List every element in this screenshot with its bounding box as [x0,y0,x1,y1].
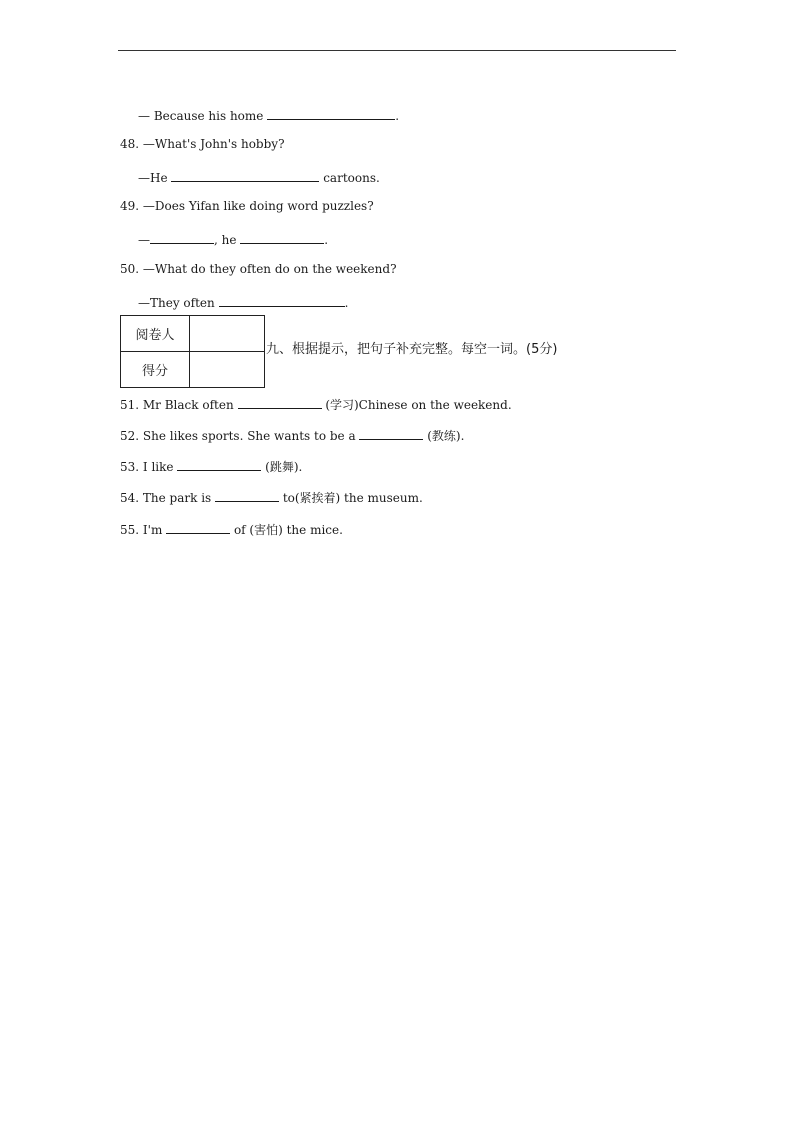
question-55 [120,522,343,537]
answer-prefix: —He [138,171,172,185]
answer-suffix: . [344,296,349,310]
answer-blank[interactable] [177,459,261,471]
answer-middle: , he [214,233,241,247]
section-heading: 九、根据提示，把句子补充完整。每空一词。(5分) [266,342,558,357]
answer-prefix: — Because his home [138,109,268,123]
answer-blank[interactable] [238,397,322,409]
answer-suffix: . [395,109,400,123]
answer-line-48 [138,170,380,185]
answer-line-47 [138,108,399,123]
score-table [120,315,265,388]
answer-suffix: . [324,233,329,247]
question-suffix: (跳舞). [261,460,303,474]
score-cell[interactable] [190,352,265,388]
question-51 [120,397,512,412]
question-53 [120,459,302,474]
answer-blank[interactable] [359,428,423,440]
score-table-row-reviewer [121,316,265,352]
answer-blank-2[interactable] [240,232,324,244]
answer-blank[interactable] [215,490,279,502]
answer-blank[interactable] [171,170,319,182]
header-rule [118,50,676,51]
reviewer-cell[interactable] [190,316,265,352]
answer-blank[interactable] [267,108,395,120]
reviewer-label: 阅卷人 [121,316,190,352]
question-suffix: (教练). [423,429,465,443]
answer-prefix: —They often [138,296,219,310]
question-prefix: 54. The park is [120,491,216,505]
question-54 [120,490,423,505]
question-suffix: of (害怕) the mice. [230,523,343,537]
answer-suffix: cartoons. [319,171,380,185]
question-48: 48. —What's John's hobby? [120,137,285,151]
answer-blank[interactable] [166,522,230,534]
answer-blank[interactable] [219,295,345,307]
score-table-row-score [121,352,265,388]
answer-prefix: — [138,233,150,247]
question-prefix: 55. I'm [120,523,167,537]
question-prefix: 52. She likes sports. She wants to be a [120,429,360,443]
question-suffix: (学习)Chinese on the weekend. [321,398,512,412]
question-50: 50. —What do they often do on the weekend? [120,262,397,276]
question-52 [120,428,464,443]
answer-blank-1[interactable] [150,232,214,244]
question-suffix: to(紧挨着) the museum. [279,491,423,505]
question-prefix: 53. I like [120,460,178,474]
answer-line-50 [138,295,348,310]
score-label: 得分 [121,352,190,388]
answer-line-49 [138,232,328,247]
question-49: 49. —Does Yifan like doing word puzzles? [120,199,374,213]
question-prefix: 51. Mr Black often [120,398,238,412]
